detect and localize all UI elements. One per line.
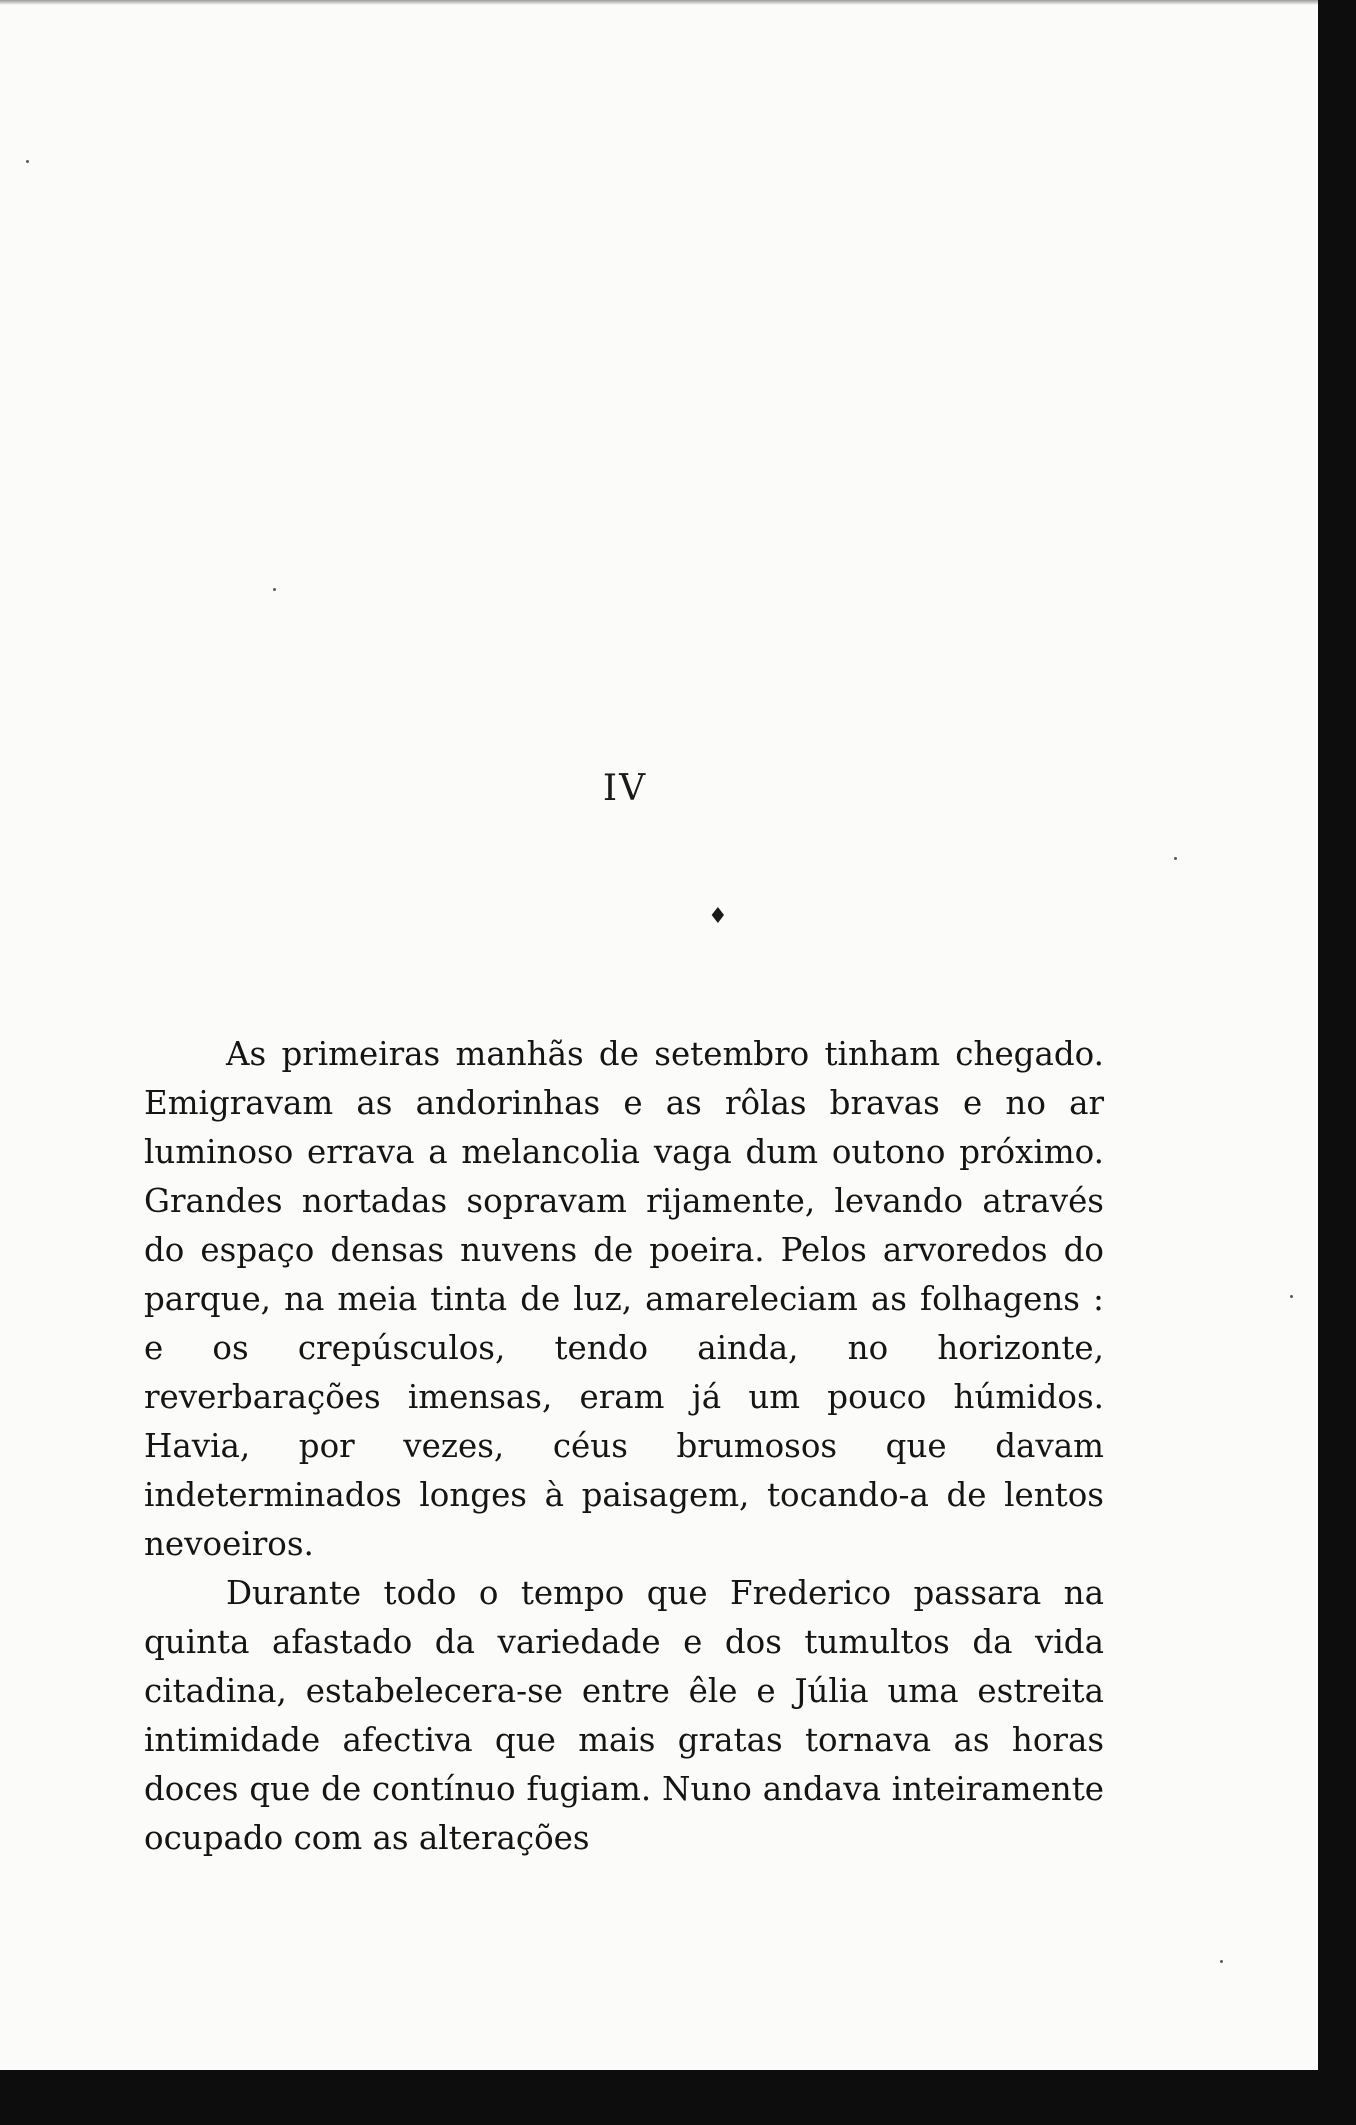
paper-speck	[1290, 1295, 1293, 1298]
paper-speck	[26, 160, 29, 163]
page-top-edge	[0, 0, 1318, 5]
ornament-icon: ♦	[708, 904, 728, 929]
paragraph-2: Durante todo o tempo que Frederico passara na quinta afastado da variedade e dos tumultos da vida citadina, estabelecera-se entre êle e Júlia uma estreita intimidade afectiva que mais gratas tornava as horas doces que de contínuo fugiam. Nuno andava inteiramente ocupado com as alterações	[144, 1574, 1104, 1857]
paper-speck	[273, 588, 276, 591]
scan-bottom-border	[0, 2070, 1356, 2125]
paper-speck	[1220, 1960, 1223, 1963]
body-text	[144, 1030, 1104, 1863]
paragraph-1: As primeiras manhãs de setembro tinham chegado. Emigravam as andorinhas e as rôlas bravas e no ar luminoso errava a melancolia vaga dum outono próximo. Grandes nortadas sopravam rijamente, levando através do espaço densas nuvens de poeira. Pelos arvoredos do parque, na meia tinta de luz, amareleciam as folhagens : e os crepúsculos, tendo ainda, no horizonte, reverbarações imensas, eram já um pouco húmidos. Havia, por vezes, céus brumosos que davam indeterminados longes à paisagem, tocando-a de lentos nevoeiros.	[144, 1035, 1104, 1563]
chapter-heading: IV	[602, 768, 648, 809]
paper-speck	[1174, 857, 1177, 860]
scan-right-border	[1318, 0, 1356, 2125]
